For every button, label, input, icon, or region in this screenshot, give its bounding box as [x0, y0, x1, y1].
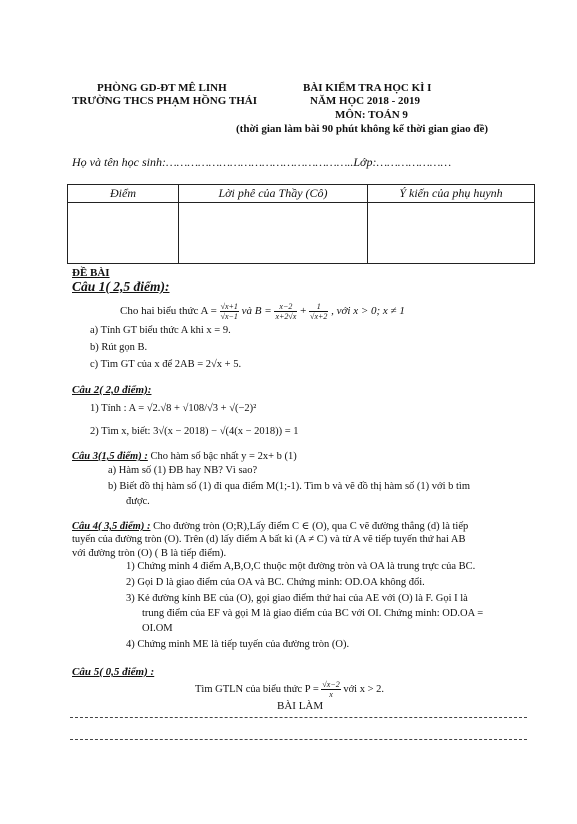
cau4-item-3-cont: trung điểm của EF và gọi M là giao điểm của BC với OI. Chứng minh: OD.OA =	[142, 608, 484, 619]
answer-line-1	[70, 717, 527, 718]
plus-sign: +	[300, 305, 307, 318]
cau3-intro: Cho hàm số bậc nhất y = 2x+ b (1)	[147, 451, 297, 462]
teacher-comment-header: Lời phê của Thầy (Cô)	[179, 185, 368, 203]
b2-denominator: √x+2	[310, 312, 328, 321]
score-cell	[68, 203, 179, 264]
parent-comment-cell	[368, 203, 535, 264]
p-denominator: x	[329, 690, 333, 699]
parent-comment-header: Ý kiến của phụ huynh	[368, 185, 535, 203]
a-denominator: √x−1	[220, 312, 238, 321]
cau4-intro-2: tuyến của đường tròn (O). Trên (d) lấy điểm A bất kì (A ≠ C) và từ A vẽ tiếp tuyến thứ hai AB	[72, 534, 466, 545]
grade-table	[67, 184, 535, 264]
cau2-title: Câu 2( 2,0 điểm):	[72, 384, 152, 396]
cau5-text-pre: Tìm GTLN của biểu thức P =	[195, 683, 319, 695]
cau4-line1	[72, 520, 468, 532]
cau1-expression	[120, 302, 405, 321]
cau1-title: Câu 1( 2,5 điểm):	[72, 279, 170, 294]
cau1-mid: và B =	[241, 305, 272, 318]
cau1-item-b: b) Rút gọn B.	[90, 342, 148, 353]
school-name: TRƯỜNG THCS PHẠM HỒNG THÁI	[72, 95, 257, 107]
cau4-intro-1: Cho đường tròn (O;R),Lấy điểm C ∈ (O), qua C vẽ đường thẳng (d) là tiếp	[150, 521, 469, 532]
cau4-item-1: 1) Chứng minh 4 điểm A,B,O,C thuộc một đường tròn và OA là trung trực của BC.	[126, 561, 476, 572]
cau4-item-4: 4) Chứng minh ME là tiếp tuyến của đường tròn (O).	[126, 639, 350, 650]
department-name: PHÒNG GD-ĐT MÊ LINH	[97, 82, 227, 94]
cau3-item-a: a) Hàm số (1) ĐB hay NB? Vì sao?	[108, 465, 258, 476]
b2-numerator: 1	[309, 302, 328, 312]
de-bai-heading: ĐỀ BÀI	[72, 267, 110, 279]
time-note: (thời gian làm bài 90 phút không kể thời gian giao đề)	[236, 123, 489, 135]
cau1-condition: , với x > 0; x ≠ 1	[331, 305, 405, 318]
b1-numerator: x−2	[274, 302, 297, 312]
cau4-item-3-cont2: OI.OM	[142, 623, 173, 634]
cau3-item-b-cont: được.	[126, 496, 150, 507]
exam-title: BÀI KIỂM TRA HỌC KÌ I	[303, 82, 432, 94]
score-header: Điểm	[68, 185, 179, 203]
cau2-item-2: 2) Tìm x, biết: 3√(x − 2018) − √(4(x − 2018)) = 1	[90, 426, 299, 437]
cau1-item-a: a) Tính GT biểu thức A khi x = 9.	[90, 325, 231, 336]
cau3-line	[72, 451, 297, 462]
cau3-item-b: b) Biết đồ thị hàm số (1) đi qua điểm M(1;-1). Tìm b và vẽ đồ thị hàm số (1) với b tìm	[108, 481, 471, 492]
cau5-title: Câu 5( 0,5 điểm) :	[72, 666, 155, 678]
cau4-item-2: 2) Gọi D là giao điểm của OA và BC. Chứng minh: OD.OA không đổi.	[126, 577, 425, 588]
cau5-expression	[195, 680, 384, 699]
cau2-item-1: 1) Tính : A = √2.√8 + √108/√3 + √(−2)²	[90, 403, 257, 414]
teacher-comment-cell	[179, 203, 368, 264]
answer-line-2	[70, 739, 527, 740]
school-year: NĂM HỌC 2018 - 2019	[310, 95, 420, 107]
cau4-title: Câu 4( 3,5 điểm) :	[72, 521, 151, 532]
cau4-intro-3: với đường tròn (O) ( B là tiếp điểm).	[72, 548, 227, 559]
cau3-title: Câu 3(1,5 điểm) :	[72, 451, 148, 462]
student-name-line: Họ và tên học sinh:……………………………………………..Lớp:…………………	[72, 155, 452, 169]
cau1-item-c: c) Tìm GT của x để 2AB = 2√x + 5.	[90, 359, 242, 370]
p-numerator: √x−2	[322, 680, 340, 689]
a-numerator: √x+1	[220, 302, 238, 311]
cau4-item-3: 3) Kẻ đường kính BE của (O), gọi giao điểm thứ hai của AE với (O) là F. Gọi I là	[126, 593, 468, 604]
bai-lam-heading: BÀI LÀM	[277, 700, 324, 712]
cau1-intro: Cho hai biểu thức A =	[120, 305, 217, 318]
cau5-text-post: với x > 2.	[343, 683, 385, 695]
b1-denominator: x+2√x	[275, 312, 297, 321]
subject: MÔN: TOÁN 9	[335, 109, 408, 121]
